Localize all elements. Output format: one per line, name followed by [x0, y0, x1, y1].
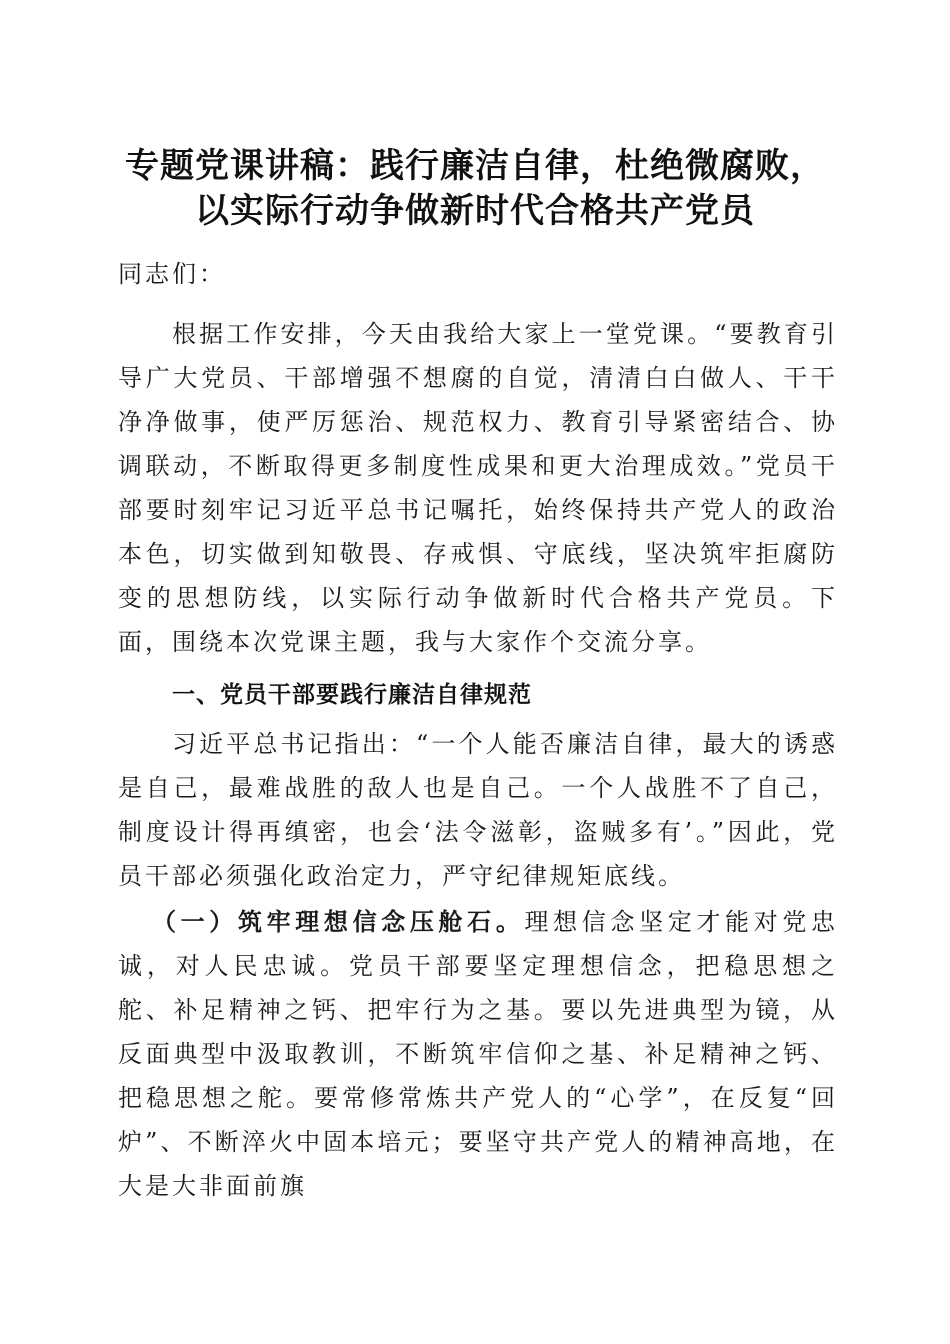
subsection-heading-1: （一）筑牢理想信念压舱石。: [152, 907, 525, 936]
paragraph-intro: 根据工作安排，今天由我给大家上一堂党课。“要教育引导广大党员、干部增强不想腐的自觉，清清白白做人、干干净净做事，使严厉惩治、规范权力、教育引导紧密结合、协调联动，不断取得更多制度性成果和更大治理成效。”党员干部要时刻牢记习近平总书记嘱托，始终保持共产党人的政治本色，切实做到知敬畏、存戒惧、守底线，坚决筑牢拒腐防变的思想防线，以实际行动争做新时代合格共产党员。下面，围绕本次党课主题，我与大家作个交流分享。: [118, 320, 838, 656]
section-heading-1: 一、党员干部要践行廉洁自律规范: [172, 682, 532, 708]
document-title-line2: 以实际行动争做新时代合格共产党员: [195, 191, 755, 231]
paragraph-section1-intro: 习近平总书记指出：“一个人能否廉洁自律，最大的诱惑是自己，最难战胜的敌人也是自己。一个人战胜不了自己，制度设计得再缜密，也会‘法令滋彰，盗贼多有’。”因此，党员干部必须强化政治定力，严守纪律规矩底线。: [118, 730, 838, 890]
paragraph-subsection-1: [118, 900, 838, 1208]
document-title-line1: 专题党课讲稿：践行廉洁自律，杜绝微腐败，: [125, 146, 825, 186]
subsection-body-1: 理想信念坚定才能对党忠诚，对人民忠诚。党员干部要坚定理想信念，把稳思想之舵、补足精神之钙、把牢行为之基。要以先进典型为镜，从反面典型中汲取教训，不断筑牢信仰之基、补足精神之钙、把稳思想之舵。要常修常炼共产党人的“心学”，在反复“回炉”、不断淬火中固本培元；要坚守共产党人的精神高地，在大是大非面前旗: [118, 908, 839, 1200]
salutation: 同志们：: [118, 260, 226, 288]
